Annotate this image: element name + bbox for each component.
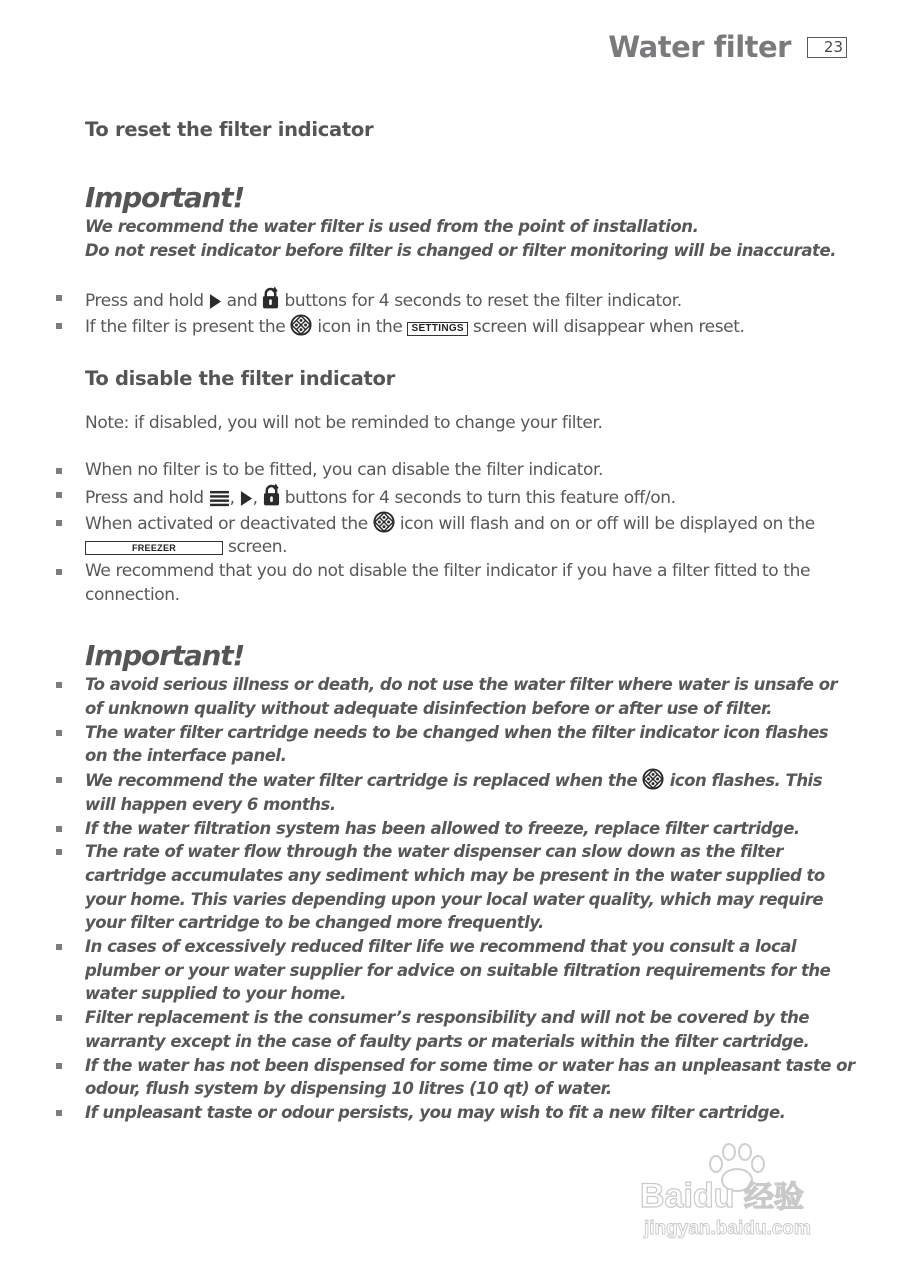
reset-heading: To reset the filter indicator xyxy=(85,118,374,141)
filter-icon xyxy=(642,768,664,790)
text: buttons for 4 seconds to turn this feature off/on. xyxy=(284,487,676,508)
freezer-screen-label: FREEZER xyxy=(85,541,223,555)
page-content xyxy=(85,118,855,1125)
list-item xyxy=(85,511,855,560)
text: If the filter is present the xyxy=(85,316,286,337)
important-line: We recommend the water filter is used from the point of installation. xyxy=(85,217,699,236)
page-number: 23 xyxy=(807,37,847,58)
list-item: When no filter is to be fitted, you can disable the filter indicator. xyxy=(85,459,855,483)
important-title-2: Important! xyxy=(85,639,245,673)
list-item: If unpleasant taste or odour persists, you may wish to fit a new filter cartridge. xyxy=(85,1101,855,1125)
text: buttons for 4 seconds to reset the filter indicator. xyxy=(284,291,682,311)
text: screen. xyxy=(228,537,288,558)
reset-steps-list xyxy=(85,286,855,339)
list-item xyxy=(85,314,855,340)
text: Press and hold xyxy=(85,487,204,508)
watermark-url: jingyan.baidu.com xyxy=(644,1218,811,1239)
list-item: The water filter cartridge needs to be changed when the filter indicator icon flashes on the interface panel. xyxy=(85,721,855,768)
text: icon flashes. This will happen every 6 months. xyxy=(85,771,823,814)
list-item xyxy=(85,768,855,816)
important-block-2 xyxy=(85,639,855,1124)
play-icon xyxy=(209,293,222,310)
text: Baidu xyxy=(640,1177,735,1215)
settings-screen-label: SETTINGS xyxy=(407,322,467,336)
disable-note: Note: if disabled, you will not be reminded to change your filter. xyxy=(85,413,603,434)
list-item xyxy=(85,286,855,314)
important-title-1: Important! xyxy=(85,181,245,214)
watermark-brand xyxy=(640,1172,804,1216)
text: 经验 xyxy=(743,1180,804,1215)
important-block-1 xyxy=(85,181,855,262)
text: , xyxy=(229,487,235,508)
text: icon in the xyxy=(317,316,403,337)
play-icon xyxy=(240,490,253,507)
disable-heading: To disable the filter indicator xyxy=(85,367,395,391)
list-item: If the water filtration system has been allowed to freeze, replace filter cartridge. xyxy=(85,817,855,841)
text: icon will flash and on or off will be displayed on the xyxy=(399,513,815,534)
baidu-watermark xyxy=(640,1140,850,1245)
page-title: Water filter xyxy=(608,30,791,64)
list-item: If the water has not been dispensed for some time or water has an unpleasant taste or odour, flush system by dispensing 10 litres (10 qt) of water. xyxy=(85,1054,855,1101)
lock-icon xyxy=(262,286,279,309)
disable-steps-list xyxy=(85,459,855,607)
lock-icon xyxy=(263,483,280,506)
list-item: In cases of excessively reduced filter life we recommend that you consult a local plumber or your water supplier for advice on suitable filtration requirements for the water supplied to your home. xyxy=(85,935,855,1006)
text: screen will disappear when reset. xyxy=(472,316,745,337)
menu-icon xyxy=(209,490,230,507)
list-item: To avoid serious illness or death, do not use the water filter where water is unsafe or of unknown quality without adequate disinfection before or after use of filter. xyxy=(85,673,855,720)
text: , xyxy=(252,487,258,508)
filter-icon xyxy=(373,511,395,533)
filter-icon xyxy=(290,314,312,336)
list-item: We recommend that you do not disable the filter indicator if you have a filter fitted to the connection. xyxy=(85,560,855,607)
text: We recommend the water filter cartridge is replaced when the xyxy=(85,771,638,791)
text: and xyxy=(226,291,258,311)
text: Press and hold xyxy=(85,291,204,311)
list-item: Filter replacement is the consumer’s responsibility and will not be covered by the warranty except in the case of faulty parts or materials within the filter cartridge. xyxy=(85,1006,855,1053)
list-item: The rate of water flow through the water dispenser can slow down as the filter cartridge accumulates any sediment which may be present in the water supplied to your home. This varies depending upon your local water quality, which may require your filter cartridge to be changed more frequently. xyxy=(85,840,855,935)
list-item xyxy=(85,483,855,511)
important-line: Do not reset indicator before filter is changed or filter monitoring will be inaccurate. xyxy=(85,240,837,260)
text: When activated or deactivated the xyxy=(85,513,368,534)
important-list xyxy=(85,673,855,1124)
page-header xyxy=(608,30,847,64)
